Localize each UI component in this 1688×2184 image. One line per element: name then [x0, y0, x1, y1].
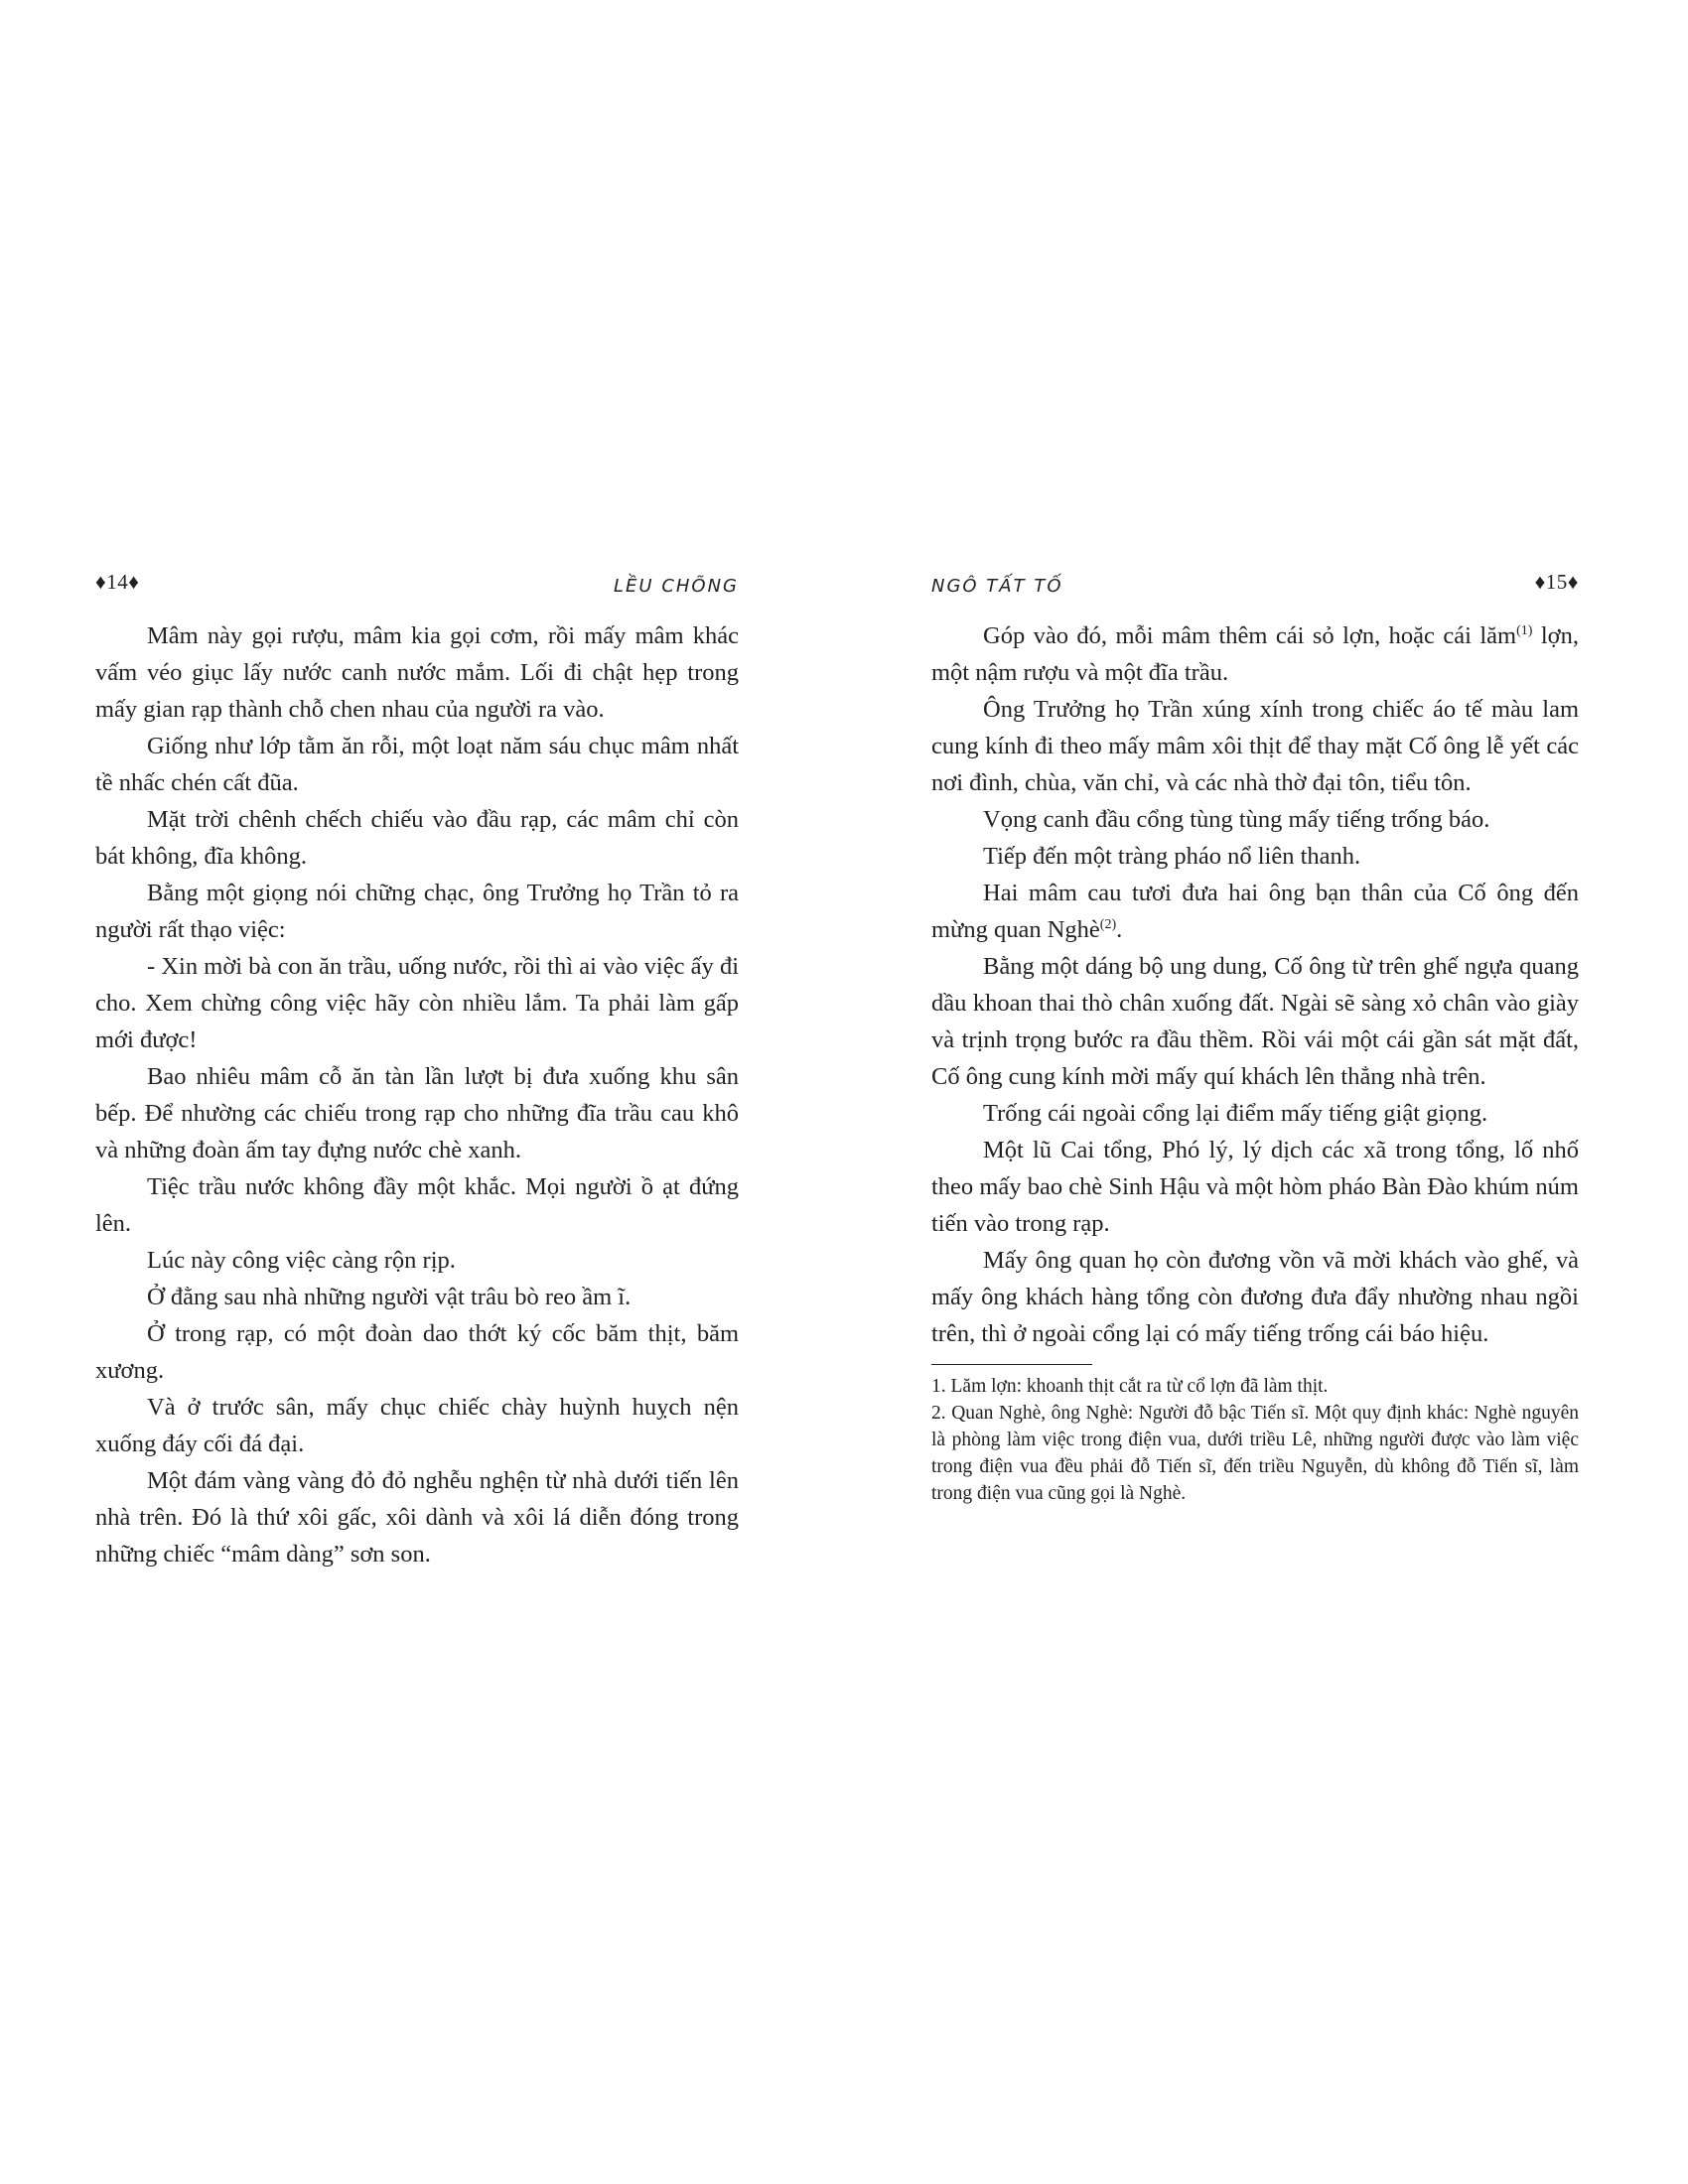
paragraph: Tiệc trầu nước không đầy một khắc. Mọi người ồ ạt đứng lên. — [95, 1173, 739, 1237]
paragraph: Vọng canh đầu cổng tùng tùng mấy tiếng trống báo. — [983, 806, 1490, 833]
left-page-number: ♦14♦ — [95, 570, 140, 594]
paragraph: - Xin mời bà con ăn trầu, uống nước, rồi thì ai vào việc ấy đi cho. Xem chừng công việc hãy còn nhiều lắm. Ta phải làm gấp mới được! — [95, 953, 739, 1053]
paragraph: Trống cái ngoài cổng lại điểm mấy tiếng giật giọng. — [983, 1100, 1488, 1127]
paragraph: Mặt trời chênh chếch chiếu vào đầu rạp, các mâm chỉ còn bát không, đĩa không. — [95, 806, 739, 870]
paragraph-text: Góp vào đó, mỗi mâm thêm cái sỏ lợn, hoặc cái lăm — [983, 622, 1517, 649]
paragraph — [931, 617, 1579, 691]
right-page-number: ♦15♦ — [1534, 570, 1579, 594]
left-running-title: LỀU CHÕNG — [614, 576, 739, 597]
paragraph: Mâm này gọi rượu, mâm kia gọi cơm, rồi mấy mâm khác vấm véo giục lấy nước canh nước mắm. Lối đi chật hẹp trong mấy gian rạp thành chỗ chen nhau của người ra vào. — [95, 622, 739, 723]
paragraph: Một lũ Cai tổng, Phó lý, lý dịch các xã trong tổng, lố nhố theo mấy bao chè Sinh Hậu và một hòm pháo Bàn Đào khúm núm tiến vào trong rạp. — [931, 1137, 1579, 1237]
paragraph: Ở đằng sau nhà những người vật trâu bò reo ầm ĩ. — [147, 1284, 632, 1310]
right-body-text — [931, 617, 1579, 1352]
footnote-ref-1: (1) — [1516, 622, 1533, 638]
footnote-divider — [931, 1364, 1092, 1365]
footnotes — [931, 1373, 1579, 1507]
footnote: 1. Lăm lợn: khoanh thịt cắt ra từ cổ lợn đã làm thịt. — [931, 1376, 1329, 1397]
right-running-title: NGÔ TẤT TỐ — [931, 576, 1063, 597]
footnote-ref-2: (2) — [1099, 916, 1117, 932]
paragraph-text: Hai mâm cau tươi đưa hai ông bạn thân của Cố ông đến mừng quan Nghè — [931, 880, 1579, 943]
paragraph: Lúc này công việc càng rộn rịp. — [147, 1247, 456, 1274]
paragraph: Một đám vàng vàng đỏ đỏ nghễu nghện từ nhà dưới tiến lên nhà trên. Đó là thứ xôi gấc, xôi dành và xôi lá diễn đóng trong những chiếc “mâm dàng” sơn son. — [95, 1467, 739, 1568]
paragraph-text: lợn, một nậm rượu và một đĩa trầu. — [931, 622, 1579, 686]
paragraph: Mấy ông quan họ còn đương vồn vã mời khách vào ghế, và mấy ông khách hàng tổng còn đương đưa đẩy nhường nhau ngồi trên, thì ở ngoài cổng lại có mấy tiếng trống cái báo hiệu. — [931, 1247, 1579, 1347]
left-body-text — [95, 617, 739, 1572]
paragraph-text: . — [1116, 916, 1123, 943]
paragraph: Bao nhiêu mâm cỗ ăn tàn lần lượt bị đưa xuống khu sân bếp. Để nhường các chiếu trong rạp cho những đĩa trầu cau khô và những đoàn ấm tay đựng nước chè xanh. — [95, 1063, 739, 1163]
right-page — [931, 570, 1579, 1507]
paragraph: Bằng một dáng bộ ung dung, Cố ông từ trên ghế ngựa quang dầu khoan thai thò chân xuống đất. Ngài sẽ sàng xỏ chân vào giày và trịnh trọng bước ra đầu thềm. Rồi vái một cái gần sát mặt đất, Cố ông cung kính mời mấy quí khách lên thẳng nhà trên. — [931, 953, 1579, 1090]
left-page — [95, 570, 739, 1572]
left-running-head — [95, 570, 739, 610]
paragraph — [931, 875, 1579, 948]
footnote: 2. Quan Nghè, ông Nghè: Người đỗ bậc Tiến sĩ. Một quy định khác: Nghè nguyên là phòng làm việc trong điện vua, dưới triều Lê, những người được vào làm việc trong điện vua đều phải đỗ Tiến sĩ, đến triều Nguyễn, dù không đỗ Tiến sĩ, làm trong điện vua cũng gọi là Nghè. — [931, 1403, 1579, 1504]
right-running-head — [931, 570, 1579, 610]
paragraph: Tiếp đến một tràng pháo nổ liên thanh. — [983, 843, 1361, 870]
paragraph: Và ở trước sân, mấy chục chiếc chày huỳnh huỵch nện xuống đáy cối đá đại. — [95, 1394, 739, 1457]
paragraph: Giống như lớp tằm ăn rỗi, một loạt năm sáu chục mâm nhất tề nhấc chén cất đũa. — [95, 733, 739, 796]
paragraph: Ở trong rạp, có một đoàn dao thớt ký cốc băm thịt, băm xương. — [95, 1320, 739, 1384]
paragraph: Ông Trưởng họ Trần xúng xính trong chiếc áo tế màu lam cung kính đi theo mấy mâm xôi thịt để thay mặt Cố ông lễ yết các nơi đình, chùa, văn chỉ, và các nhà thờ đại tôn, tiểu tôn. — [931, 696, 1579, 796]
paragraph: Bằng một giọng nói chững chạc, ông Trưởng họ Trần tỏ ra người rất thạo việc: — [95, 880, 739, 943]
